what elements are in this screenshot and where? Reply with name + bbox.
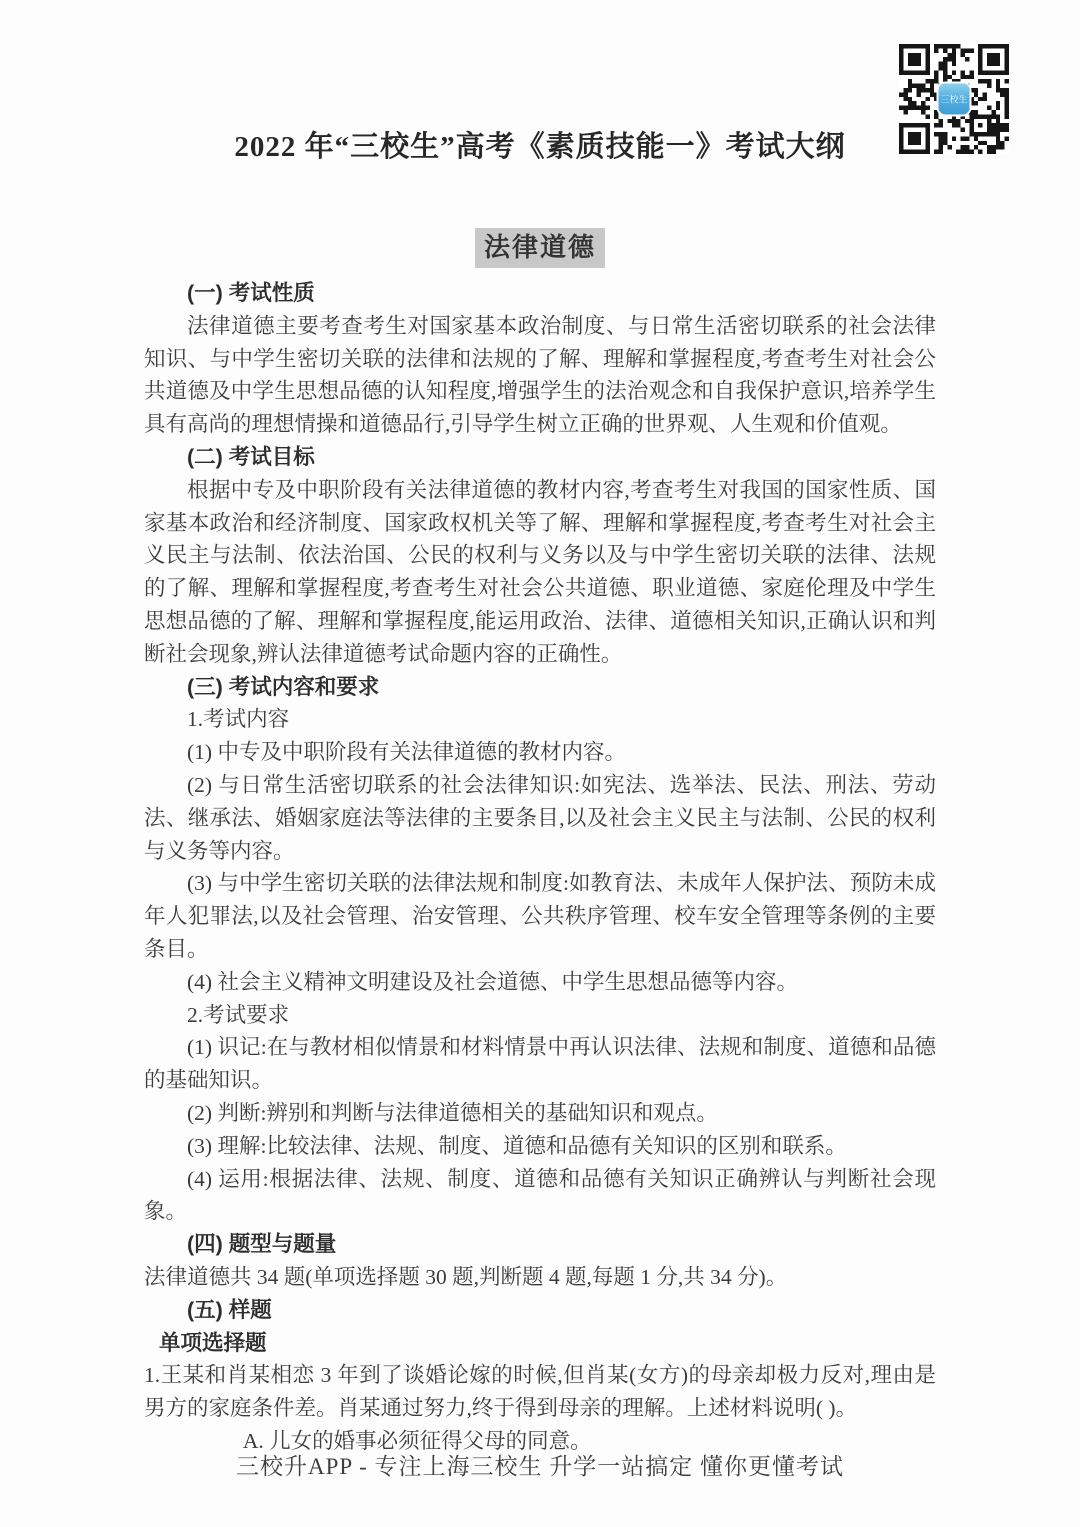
section-heading-exam-objectives: (二) 考试目标: [187, 444, 315, 469]
exam-requirement-item-4: (4) 运用:根据法律、法规、制度、道德和品德有关知识正确辨认与判断社会现象。: [144, 1166, 936, 1224]
question-types-paragraph: 法律道德共 34 题(单项选择题 30 题,判断题 4 题,每题 1 分,共 34 分)。: [144, 1264, 788, 1289]
subheading-exam-requirements: 2.考试要求: [187, 1002, 290, 1027]
exam-content-item-1: (1) 中专及中职阶段有关法律道德的教材内容。: [187, 740, 626, 765]
exam-nature-paragraph: 法律道德主要考查考生对国家基本政治制度、与日常生活密切联系的社会法律知识、与中学生密切关联的法律和法规的了解、理解和掌握程度,考查考生对社会公共道德及中学生思想品德的认知程度,增强学生的法治观念和自我保护意识,培养学生具有高尚的理想情操和道德品行,引导学生树立正确的世界观、人生观和价值观。: [144, 313, 936, 437]
exam-content-item-3: (3) 与中学生密切关联的法律法规和制度:如教育法、未成年人保护法、预防未成年人犯罪法,以及社会管理、治安管理、公共秩序管理、校车安全管理等条例的主要条目。: [144, 871, 936, 961]
subheading-exam-content: 1.考试内容: [187, 707, 290, 732]
section-heading-question-types: (四) 题型与题量: [187, 1232, 337, 1257]
qr-logo: [939, 84, 970, 115]
sample-question-type-label: 单项选择题: [159, 1330, 267, 1355]
sample-question-1-option-a: A. 儿女的婚事必须征得父母的同意。: [242, 1428, 592, 1453]
exam-content-item-2: (2) 与日常生活密切联系的社会法律知识:如宪法、选举法、民法、刑法、劳动法、继承法、婚姻家庭法等法律的主要条目,以及社会主义民主与法制、公民的权利与义务等内容。: [144, 772, 936, 863]
section-header-law-morality: 法律道德: [475, 228, 605, 268]
section-heading-exam-nature: (一) 考试性质: [187, 281, 315, 305]
exam-objectives-paragraph: 根据中专及中职阶段有关法律道德的教材内容,考查考生对我国的国家性质、国家基本政治和经济制度、国家政权机关等了解、理解和掌握程度,考查考生对社会主义民主与法制、依法治国、公民的权利与义务以及与中学生密切关联的法律、法规的了解、理解和掌握程度,考查考生对社会公共道德、职业道德、家庭伦理及中学生思想品德的了解、理解和掌握程度,能运用政治、法律、道德相关知识,正确认识和判断社会现象,辨认法律道德考试命题内容的正确性。: [144, 477, 936, 666]
section-heading-sample-questions: (五) 样题: [187, 1297, 272, 1322]
sample-question-1: 1.王某和肖某相恋 3 年到了谈婚论嫁的时候,但肖某(女方)的母亲却极力反对,理由是男方的家庭条件差。肖某通过努力,终于得到母亲的理解。上述材料说明( )。: [144, 1363, 936, 1421]
section-heading-exam-content-requirements: (三) 考试内容和要求: [187, 674, 380, 699]
footer-text: 三校升APP - 专注上海三校生 升学一站搞定 懂你更懂考试: [236, 1454, 844, 1479]
exam-requirement-item-2: (2) 判断:辨别和判断与法律道德相关的基础知识和观点。: [187, 1100, 718, 1125]
exam-requirement-item-1: (1) 识记:在与教材相似情景和材料情景中再认识法律、法规和制度、道德和品德的基础知识。: [144, 1035, 936, 1093]
exam-content-item-4: (4) 社会主义精神文明建设及社会道德、中学生思想品德等内容。: [187, 969, 798, 994]
document-body: [144, 277, 936, 1458]
qr-logo-label: 三校生: [940, 94, 968, 104]
section-header-wrap: [144, 228, 936, 268]
document-title: 2022 年“三校生”高考《素质技能一》考试大纲: [234, 131, 846, 163]
exam-requirement-item-3: (3) 理解:比较法律、法规、制度、道德和品德有关知识的区别和联系。: [187, 1133, 847, 1158]
